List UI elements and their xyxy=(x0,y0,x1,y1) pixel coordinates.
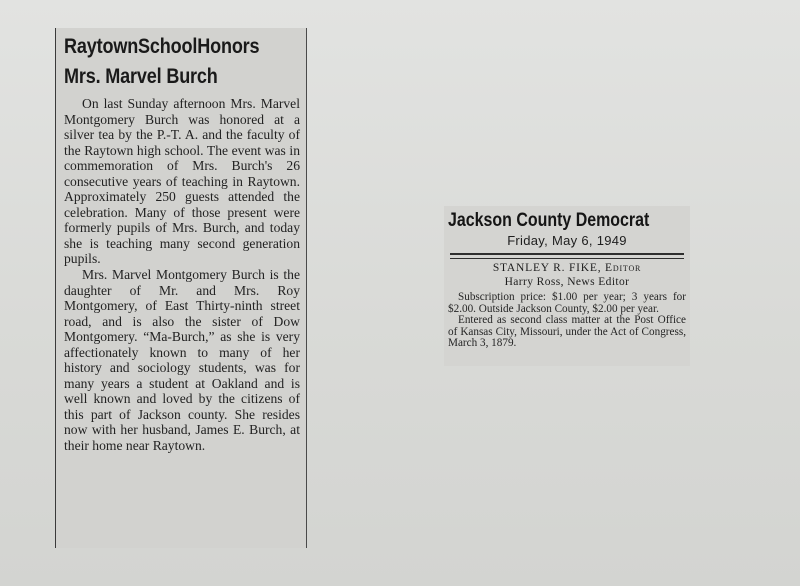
article-paragraph-2: Mrs. Marvel Montgomery Burch is the daughter of Mr. and Mrs. Roy Montgomery, of East Thirty-ninth street road, and is also the sister of Dow Montgomery. “Ma-Burch,” as she is very affectionately known to many of her history and sociology students, was for many years a student at Oakland and is well known and loved by the citizens of this part of Jackson county. She resides now with her husband, James E. Burch, at their home near Raytown. xyxy=(64,267,300,454)
entry-notice: Entered as second class matter at the Post Office of Kansas City, Missouri, under the Act of Congress, March 3, 1879. xyxy=(448,314,686,350)
news-editor-line: Harry Ross, News Editor xyxy=(504,275,630,288)
article-clipping xyxy=(55,28,307,548)
newspaper-title: Jackson County Democrat xyxy=(448,210,650,231)
editor-line: STANLEY R. FIKE, Editor xyxy=(492,262,642,274)
subscription-notice: Subscription price: $1.00 per year; 3 years for $2.00. Outside Jackson County, $2.00 per year. xyxy=(448,291,686,315)
article-paragraph-1: On last Sunday afternoon Mrs. Marvel Montgomery Burch was honored at a silver tea by the P.-T. A. and the faculty of the Raytown high school. The event was in commemoration of Mrs. Burch's 26 consecutive years of teaching in Raytown. Approximately 250 guests attended the celebration. Many of those present were formerly pupils of Mrs. Burch, and today she is teaching many second generation pupils. xyxy=(64,96,300,267)
publication-notice xyxy=(448,292,686,350)
double-rule-divider xyxy=(450,253,684,259)
headline-line-1: RaytownSchoolHonors xyxy=(64,35,260,58)
article-body xyxy=(64,96,300,454)
issue-date: Friday, May 6, 1949 xyxy=(507,233,627,248)
article-headline xyxy=(64,32,267,92)
headline-line-2: Mrs. Marvel Burch xyxy=(64,65,218,88)
masthead-clipping xyxy=(444,206,690,366)
